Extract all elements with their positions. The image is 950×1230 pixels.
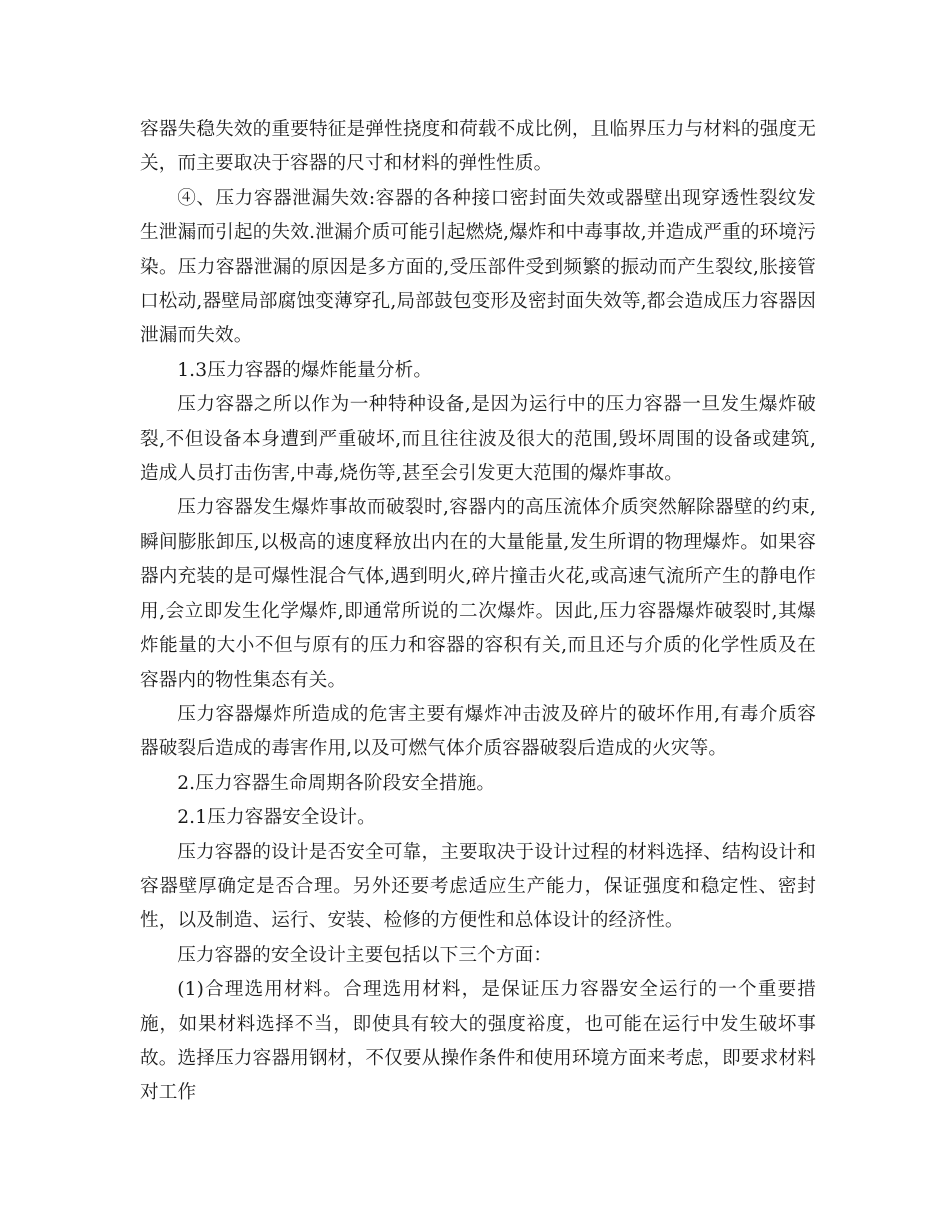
section-heading-2: 2.压力容器生命周期各阶段安全措施。 [177, 772, 496, 794]
document-body [140, 113, 816, 1111]
paragraph-2: ④、压力容器泄漏失效:容器的各种接口密封面失效或器壁出现穿透性裂纹发生泄漏而引起的失效.泄漏介质可能引起燃烧,爆炸和中毒事故,并造成严重的环境污染。压力容器泄漏的原因是多方面的,受压部件受到频繁的振动而产生裂纹,胀接管口松动,器壁局部腐蚀变薄穿孔,局部鼓包变形及密封面失效等,都会造成压力容器因泄漏而失效。 [140, 187, 816, 347]
paragraph-7: 压力容器的安全设计主要包括以下三个方面： [177, 944, 553, 966]
paragraph-3: 压力容器之所以作为一种特种设备,是因为运行中的压力容器一旦发生爆炸破裂,不但设备本身遭到严重破坏,而且往往波及很大的范围,毁坏周围的设备或建筑,造成人员打击伤害,中毒,烧伤等,甚至会引发更大范围的爆炸事故。 [140, 394, 816, 485]
section-heading-2-1: 2.1压力容器安全设计。 [177, 807, 376, 829]
paragraph-5: 压力容器爆炸所造成的危害主要有爆炸冲击波及碎片的破坏作用,有毒介质容器破裂后造成的毒害作用,以及可燃气体介质容器破裂后造成的火灾等。 [140, 703, 816, 760]
paragraph-1: 容器失稳失效的重要特征是弹性挠度和荷载不成比例，且临界压力与材料的强度无关，而主要取决于容器的尺寸和材料的弹性性质。 [140, 119, 816, 175]
paragraph-6: 压力容器的设计是否安全可靠，主要取决于设计过程的材料选择、结构设计和容器壁厚确定是否合理。另外还要考虑适应生产能力，保证强度和稳定性、密封性，以及制造、运行、安装、检修的方便性和总体设计的经济性。 [140, 841, 816, 932]
paragraph-4: 压力容器发生爆炸事故而破裂时,容器内的高压流体介质突然解除器壁的约束,瞬间膨胀卸压,以极高的速度释放出内在的大量能量,发生所谓的物理爆炸。如果容器内充装的是可爆性混合气体,遇到明火,碎片撞击火花,或高速气流所产生的静电作用,会立即发生化学爆炸,即通常所说的二次爆炸。因此,压力容器爆炸破裂时,其爆炸能量的大小不但与原有的压力和容器的容积有关,而且还与介质的化学性质及在容器内的物性集态有关。 [140, 497, 816, 691]
section-heading-1-3: 1.3压力容器的爆炸能量分析。 [177, 359, 433, 381]
paragraph-8: (1)合理选用材料。合理选用材料，是保证压力容器安全运行的一个重要措施，如果材料选择不当，即使具有较大的强度裕度，也可能在运行中发生破坏事故。选择压力容器用钢材，不仅要从操作条件和使用环境方面来考虑，即要求材料对工作 [140, 979, 816, 1104]
